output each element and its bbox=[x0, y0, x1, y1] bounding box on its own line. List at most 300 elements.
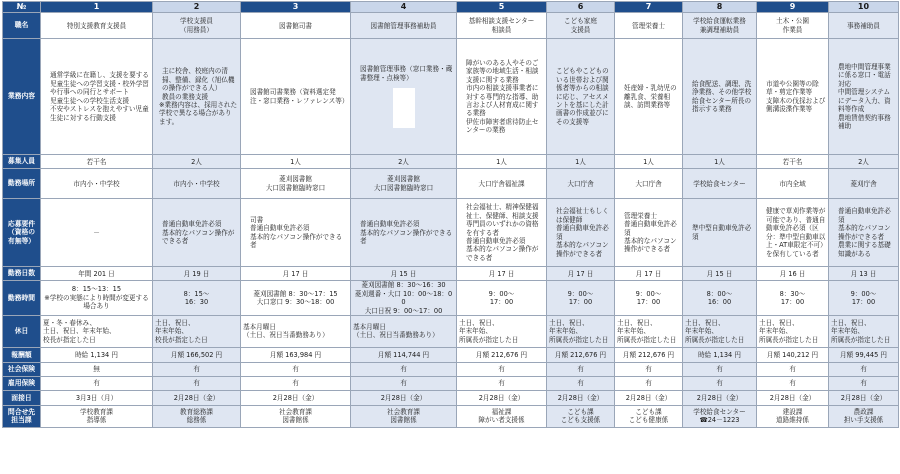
reqs-item: • 農業に関する基礎知識がある bbox=[838, 241, 896, 258]
cell-count bbox=[153, 155, 241, 169]
cell-pay bbox=[683, 347, 757, 362]
reqs-item: • 普通自動車免許必須 bbox=[466, 237, 544, 245]
job-text: 図書館管理事務補助員 bbox=[370, 21, 437, 30]
cell-reqs bbox=[153, 199, 241, 267]
cell-count bbox=[683, 155, 757, 169]
place-text: 市内小・中学校 bbox=[73, 179, 120, 188]
contact-line: ☎24－1223 bbox=[699, 416, 740, 425]
hours-line: 大口窓口 9：30～18：00 bbox=[256, 298, 335, 307]
row-header-duties bbox=[3, 39, 41, 155]
place-line: 菱刈図書館 bbox=[387, 175, 420, 184]
column-number-text: 2 bbox=[193, 2, 200, 11]
holidays-line: 所属長が指定した日 bbox=[617, 335, 677, 344]
cell-holidays bbox=[41, 315, 153, 347]
holidays-line: 年末年始、 bbox=[155, 327, 188, 336]
cell-employment-insurance bbox=[153, 376, 241, 390]
count-text: 2人 bbox=[191, 157, 202, 166]
job-line: 基幹相談支援センター bbox=[468, 17, 535, 26]
row-header-pay bbox=[3, 347, 41, 362]
row-header-line: 募集人員 bbox=[7, 157, 36, 166]
requirements-none: － bbox=[93, 228, 100, 237]
contact-line: 道路維持係 bbox=[776, 416, 809, 425]
contact-line: 総務係 bbox=[186, 416, 207, 425]
row-header-line: 面接日 bbox=[11, 393, 32, 402]
row-header-line: （資格の bbox=[7, 228, 36, 237]
contact-line: 福祉課 bbox=[491, 408, 512, 417]
interview-text: 2月28日（金） bbox=[173, 393, 220, 402]
row-header-contact bbox=[3, 405, 41, 427]
duties-item: • 教員の業務支援 bbox=[162, 93, 238, 101]
cell-days bbox=[457, 267, 547, 281]
cell-job bbox=[683, 13, 757, 39]
employment_insurance-text: 有 bbox=[716, 379, 723, 388]
row-days bbox=[3, 267, 899, 281]
cell-social-insurance bbox=[829, 362, 899, 376]
place-text: 市内小・中学校 bbox=[173, 179, 220, 188]
reqs-item: • 基本的なパソコン操作ができる者 bbox=[624, 237, 680, 254]
row-header-line: 問合せ先 bbox=[7, 407, 36, 416]
holidays-line: 土日、祝日、 bbox=[831, 318, 871, 327]
contact-line: こども課 bbox=[567, 408, 594, 417]
job-line: 土木・公園 bbox=[776, 17, 809, 26]
contact-line: 担い手支援係 bbox=[843, 416, 884, 425]
duties-item: • 農地賃借契約事務補助 bbox=[838, 114, 896, 131]
cell-duties bbox=[457, 39, 547, 155]
cell-holidays bbox=[683, 315, 757, 347]
contact-line: 建設課 bbox=[782, 408, 803, 417]
interview-text: 2月28日（金） bbox=[557, 393, 604, 402]
contact-line: 図書館係 bbox=[390, 416, 417, 425]
cell-employment-insurance bbox=[683, 376, 757, 390]
cell-count bbox=[547, 155, 615, 169]
duties-list bbox=[685, 80, 754, 114]
duties-item: • 支障木の伐採および側溝浚渫作業等 bbox=[766, 97, 826, 114]
interview-text: 2月28日（金） bbox=[625, 393, 672, 402]
holidays-line: 土日、祝日、年末年始、 bbox=[43, 327, 116, 336]
cell-job bbox=[41, 13, 153, 39]
reqs-item: • 社会福祉士、精神保健福祉士、保健師、相談支援専門員のいずれかの資格を有する者 bbox=[466, 203, 544, 237]
cell-duties bbox=[153, 39, 241, 155]
row-no bbox=[3, 2, 899, 13]
pay-text: 時給 1,134 円 bbox=[698, 350, 741, 359]
place-text: 学校給食センター bbox=[693, 179, 746, 188]
cell-days bbox=[683, 267, 757, 281]
column-number-text: 8 bbox=[716, 2, 723, 11]
cell-social-insurance bbox=[241, 362, 351, 376]
cell-hours bbox=[41, 281, 153, 316]
cell-holidays bbox=[547, 315, 615, 347]
cell-count bbox=[241, 155, 351, 169]
reqs-list bbox=[759, 207, 826, 258]
social_insurance-text: 有 bbox=[860, 365, 867, 374]
row-pay bbox=[3, 347, 899, 362]
cell-duties bbox=[547, 39, 615, 155]
cell-holidays bbox=[241, 315, 351, 347]
social_insurance-text: 有 bbox=[292, 365, 299, 374]
cell-count bbox=[351, 155, 457, 169]
cell-interview bbox=[41, 390, 153, 405]
count-text: 1人 bbox=[290, 157, 301, 166]
row-count bbox=[3, 155, 899, 169]
cell-employment-insurance bbox=[351, 376, 457, 390]
column-number bbox=[615, 2, 683, 13]
cell-interview bbox=[153, 390, 241, 405]
cell-count bbox=[457, 155, 547, 169]
cell-days bbox=[615, 267, 683, 281]
holidays-line: 年末年始、 bbox=[549, 327, 582, 336]
cell-social-insurance bbox=[615, 362, 683, 376]
cell-place bbox=[683, 169, 757, 199]
column-number bbox=[41, 2, 153, 13]
row-header-days bbox=[3, 267, 41, 281]
holidays-line: 所属長が指定した日 bbox=[685, 335, 745, 344]
holidays-line: 土日、祝日、 bbox=[685, 318, 725, 327]
interview-text: 2月28日（金） bbox=[769, 393, 816, 402]
row-header-line: 雇用保険 bbox=[7, 379, 36, 388]
hours-line: 9：00～ bbox=[567, 289, 594, 298]
cell-count bbox=[829, 155, 899, 169]
holidays-line: 年末年始、 bbox=[759, 327, 792, 336]
cell-count bbox=[757, 155, 829, 169]
cell-job bbox=[351, 13, 457, 39]
column-number bbox=[351, 2, 457, 13]
duties-item: • 障がいのある人やそのご家族等の地域生活・相談支援に関する業務 bbox=[466, 59, 544, 84]
social_insurance-text: 有 bbox=[789, 365, 796, 374]
cell-contact bbox=[615, 405, 683, 427]
column-number bbox=[457, 2, 547, 13]
days-text: 年間 201 日 bbox=[78, 269, 115, 278]
row-interview bbox=[3, 390, 899, 405]
contact-line: こども課 bbox=[635, 408, 662, 417]
contact-line: こども健康係 bbox=[628, 416, 669, 425]
contact-line: 図書館係 bbox=[282, 416, 309, 425]
row-header-place bbox=[3, 169, 41, 199]
column-number-text: 4 bbox=[400, 2, 407, 11]
count-text: 若干名 bbox=[782, 157, 803, 166]
column-number-text: 7 bbox=[645, 2, 652, 11]
pay-text: 月額 140,212 円 bbox=[766, 350, 819, 359]
cell-place bbox=[457, 169, 547, 199]
days-text: 月 16 日 bbox=[779, 269, 806, 278]
row-header-no bbox=[3, 2, 41, 13]
pay-text: 月額 212,676 円 bbox=[622, 350, 675, 359]
duties-note: ※業務内容は、採用された学校で異なる場合があります。 bbox=[159, 100, 238, 126]
hours-line: ※学校の実態により時間が変更する場合あり bbox=[44, 293, 149, 311]
hours-line: 菱刈図書館 8：30～17：15 bbox=[253, 289, 338, 298]
interview-text: 2月28日（金） bbox=[380, 393, 427, 402]
place-line: 大口図書館臨時窓口 bbox=[265, 183, 326, 192]
social_insurance-text: 有 bbox=[193, 365, 200, 374]
place-text: 大口庁舎 bbox=[567, 179, 594, 188]
cell-place bbox=[351, 169, 457, 199]
cell-interview bbox=[351, 390, 457, 405]
hours-line: 16：00 bbox=[707, 298, 732, 307]
cell-hours bbox=[241, 281, 351, 316]
job-line: 作業員 bbox=[782, 25, 803, 34]
cell-days bbox=[351, 267, 457, 281]
job-line: 支援員 bbox=[570, 25, 591, 34]
holidays-line: 土日、祝日、 bbox=[549, 318, 589, 327]
row-employment-insurance bbox=[3, 376, 899, 390]
cell-interview bbox=[615, 390, 683, 405]
cell-social-insurance bbox=[683, 362, 757, 376]
row-hours bbox=[3, 281, 899, 316]
contact-line: 障がい者支援係 bbox=[478, 416, 525, 425]
contact-line: 学校給食センター bbox=[693, 408, 746, 417]
column-number-text: 1 bbox=[93, 2, 100, 11]
cell-employment-insurance bbox=[547, 376, 615, 390]
cell-social-insurance bbox=[457, 362, 547, 376]
cell-holidays bbox=[153, 315, 241, 347]
cell-employment-insurance bbox=[241, 376, 351, 390]
hours-line: 17：00 bbox=[568, 298, 593, 307]
cell-holidays bbox=[615, 315, 683, 347]
interview-text: 2月28日（金） bbox=[840, 393, 887, 402]
cell-job bbox=[241, 13, 351, 39]
pay-text: 時給 1,134 円 bbox=[75, 350, 118, 359]
duties-list bbox=[43, 71, 150, 122]
contact-line: こども支援係 bbox=[560, 416, 601, 425]
cell-reqs bbox=[547, 199, 615, 267]
duties-item: • 給食配送、調理、洗浄業務、その他学校給食センター所長の指示する業務 bbox=[692, 80, 754, 114]
duties-list bbox=[617, 84, 680, 109]
cell-place bbox=[547, 169, 615, 199]
reqs-item: • 健康で草刈作業等が可能であり、普通自動車免許必須（区分：準中型自動車以上・AT車限定不可）を保有している者 bbox=[766, 207, 826, 258]
reqs-list bbox=[549, 207, 612, 258]
row-header-line: 休日 bbox=[14, 327, 29, 336]
place-text: 菱刈庁舎 bbox=[850, 179, 877, 188]
row-place bbox=[3, 169, 899, 199]
interview-text: 2月28日（金） bbox=[696, 393, 743, 402]
duties-item: • 図書館管理事務（窓口業務・蔵書整理・点検等） bbox=[360, 65, 454, 82]
reqs-item: • 管理栄養士 bbox=[624, 212, 680, 220]
job-listings-table bbox=[2, 1, 899, 428]
social_insurance-text: 有 bbox=[577, 365, 584, 374]
column-number bbox=[153, 2, 241, 13]
pay-text: 月額 99,445 円 bbox=[839, 350, 888, 359]
duties-item: • 主に校舎、校庭内の清掃、整備、録化（旭仏機の操作ができる人） bbox=[162, 67, 238, 92]
cell-pay bbox=[457, 347, 547, 362]
pay-text: 月額 212,676 円 bbox=[475, 350, 528, 359]
row-header-job bbox=[3, 13, 41, 39]
place-text: 市内全域 bbox=[779, 179, 806, 188]
cell-duties bbox=[757, 39, 829, 155]
cell-hours bbox=[153, 281, 241, 316]
row-reqs bbox=[3, 199, 899, 267]
duties-list bbox=[459, 59, 544, 135]
holidays-line: （土日、祝日当番勤務あり） bbox=[353, 331, 439, 340]
row-header-line: 職名 bbox=[14, 21, 29, 30]
reqs-item: • 普通自動車免許必須 bbox=[250, 224, 348, 232]
cell-holidays bbox=[457, 315, 547, 347]
cell-place bbox=[829, 169, 899, 199]
holidays-line: 土日、祝日、 bbox=[759, 318, 799, 327]
cell-hours bbox=[829, 281, 899, 316]
hours-line: 17：00 bbox=[636, 298, 661, 307]
days-text: 月 17 日 bbox=[282, 269, 309, 278]
hours-line: 8：15～13：15 bbox=[71, 285, 122, 294]
cell-reqs bbox=[615, 199, 683, 267]
reqs-list bbox=[617, 212, 680, 254]
duties-list bbox=[831, 63, 896, 131]
contact-line: 教育総務課 bbox=[180, 408, 213, 417]
days-text: 月 15 日 bbox=[706, 269, 733, 278]
column-number bbox=[683, 2, 757, 13]
cell-job bbox=[829, 13, 899, 39]
holidays-line: 所属長が指定した日 bbox=[459, 335, 519, 344]
holidays-line: 基本月曜日 bbox=[243, 323, 276, 332]
cell-reqs bbox=[757, 199, 829, 267]
cell-social-insurance bbox=[351, 362, 457, 376]
row-header-line: 勤務時間 bbox=[7, 293, 36, 302]
row-contact bbox=[3, 405, 899, 427]
employment_insurance-text: 有 bbox=[577, 379, 584, 388]
row-header-hours bbox=[3, 281, 41, 316]
cell-pay bbox=[829, 347, 899, 362]
place-text: 大口庁舎福祉課 bbox=[478, 179, 525, 188]
pay-text: 月額 166,502 円 bbox=[170, 350, 223, 359]
row-header-employment-insurance bbox=[3, 376, 41, 390]
employment_insurance-text: 有 bbox=[193, 379, 200, 388]
duties-item: • 市内の相談支援事業者に対する専門的な指導、助言および人材育成に関する業務 bbox=[466, 84, 544, 118]
row-holidays bbox=[3, 315, 899, 347]
cell-pay bbox=[757, 347, 829, 362]
duties-item: • 中間管理システムにデータ入力、資料等作成 bbox=[838, 88, 896, 113]
cell-contact bbox=[547, 405, 615, 427]
reqs-item: • 基本的なパソコン操作ができる者 bbox=[556, 241, 612, 258]
cell-duties bbox=[683, 39, 757, 155]
cell-employment-insurance bbox=[757, 376, 829, 390]
cell-duties bbox=[615, 39, 683, 155]
cell-pay bbox=[547, 347, 615, 362]
cell-duties bbox=[351, 39, 457, 155]
cell-job bbox=[153, 13, 241, 39]
job-line: 学校支援員 bbox=[180, 17, 213, 26]
social_insurance-text: 有 bbox=[498, 365, 505, 374]
reqs-list bbox=[685, 224, 754, 241]
days-text: 月 15 日 bbox=[390, 269, 417, 278]
reqs-item: • 準中型自動車免許必須 bbox=[692, 224, 754, 241]
employment_insurance-text: 有 bbox=[498, 379, 505, 388]
column-number-text: 6 bbox=[577, 2, 584, 11]
duties-item: • 市道や公園等の除草・剪定作業等 bbox=[766, 80, 826, 97]
duties-item: • 不安やストレスを抱えやすい児童生徒に対する行動支援 bbox=[50, 105, 150, 122]
pay-text: 月額 212,676 円 bbox=[554, 350, 607, 359]
column-number bbox=[829, 2, 899, 13]
cell-days bbox=[241, 267, 351, 281]
reqs-item: • 普通自動車免許必須 bbox=[162, 220, 238, 228]
cell-social-insurance bbox=[547, 362, 615, 376]
cell-job bbox=[547, 13, 615, 39]
hours-line: 菱刈週番・大口 10：00～18：00 bbox=[354, 289, 453, 307]
job-text: 管理栄養士 bbox=[632, 21, 665, 30]
cell-interview bbox=[241, 390, 351, 405]
column-number-text: 3 bbox=[292, 2, 299, 11]
row-header-line: 社会保険 bbox=[7, 365, 36, 374]
count-text: 1人 bbox=[643, 157, 654, 166]
cell-contact bbox=[829, 405, 899, 427]
contact-line: 指導係 bbox=[86, 416, 107, 425]
cell-place bbox=[241, 169, 351, 199]
employment_insurance-text: 有 bbox=[292, 379, 299, 388]
column-number-text: 5 bbox=[498, 2, 505, 11]
holidays-line: 所属長が指定した日 bbox=[759, 335, 819, 344]
social_insurance-text: 有 bbox=[716, 365, 723, 374]
job-line: こども家庭 bbox=[564, 17, 597, 26]
row-header-line: 報酬額 bbox=[11, 350, 32, 359]
holidays-line: 年末年始、 bbox=[831, 327, 864, 336]
row-header-count bbox=[3, 155, 41, 169]
holidays-line: 土日、祝日、 bbox=[155, 318, 195, 327]
interview-text: 2月28日（金） bbox=[478, 393, 525, 402]
cell-count bbox=[615, 155, 683, 169]
count-text: 1人 bbox=[575, 157, 586, 166]
duties-list bbox=[155, 67, 238, 101]
row-social-insurance bbox=[3, 362, 899, 376]
hours-line: 8：30～ bbox=[779, 289, 806, 298]
cell-hours bbox=[351, 281, 457, 316]
cell-duties bbox=[829, 39, 899, 155]
cell-pay bbox=[41, 347, 153, 362]
reqs-item: • 基本的なパソコン操作ができる者 bbox=[838, 224, 896, 241]
reqs-item: • 基本的なパソコン操作ができる者 bbox=[162, 229, 238, 246]
holidays-line: 年末年始、 bbox=[459, 327, 492, 336]
hours-line: 17：00 bbox=[851, 298, 876, 307]
job-line: 相談員 bbox=[491, 25, 512, 34]
place-line: 大口図書館臨時窓口 bbox=[373, 183, 434, 192]
duties-item: • 農地中間管理事業に係る窓口・電話対応 bbox=[838, 63, 896, 88]
column-number-text: 9 bbox=[789, 2, 796, 11]
row-header-line: 勤務日数 bbox=[7, 269, 36, 278]
duties-item: • 通常学級に在籍し、支援を要する児童生徒への学習支援・校外学習や行事への同行とサポート bbox=[50, 71, 150, 96]
duties-item: • こどもやこどものいる世帯および関係者等からの相談に応じ、アセスメントを基にした計画書の作成並びにその支援等 bbox=[556, 67, 612, 126]
contact-line: 社会教育課 bbox=[279, 408, 312, 417]
cell-place bbox=[153, 169, 241, 199]
holidays-line: 土日、祝日、 bbox=[617, 318, 657, 327]
cell-holidays bbox=[757, 315, 829, 347]
hours-line: 大口日祝 9：00～17：00 bbox=[364, 306, 443, 315]
row-header-line: 応募要件 bbox=[7, 219, 36, 228]
cell-job bbox=[757, 13, 829, 39]
cell-social-insurance bbox=[153, 362, 241, 376]
holidays-line: 所属長が指定した日 bbox=[831, 335, 891, 344]
row-header-line: 勤務場所 bbox=[7, 179, 36, 188]
reqs-item: • 基本的なパソコン操作ができる者 bbox=[360, 229, 454, 246]
cell-pay bbox=[615, 347, 683, 362]
row-header-holidays bbox=[3, 315, 41, 347]
social_insurance-text: 無 bbox=[93, 365, 100, 374]
cell-count bbox=[41, 155, 153, 169]
duties-item: • 図書館司書業務（資料選定発注・窓口業務・レファレンス等） bbox=[250, 88, 348, 105]
reqs-list bbox=[831, 207, 896, 258]
cell-reqs bbox=[457, 199, 547, 267]
column-number bbox=[757, 2, 829, 13]
cell-contact bbox=[153, 405, 241, 427]
cell-place bbox=[757, 169, 829, 199]
cell-place bbox=[41, 169, 153, 199]
cell-days bbox=[41, 267, 153, 281]
column-number bbox=[547, 2, 615, 13]
cell-reqs bbox=[41, 199, 153, 267]
job-text: 事務補助員 bbox=[847, 21, 880, 30]
social_insurance-text: 有 bbox=[400, 365, 407, 374]
duties-item: • 妊産婦・乳幼児の離乳食、栄養相談、訪問業務等 bbox=[624, 84, 680, 109]
row-header-line: № bbox=[16, 2, 27, 11]
job-line: 兼調理補助員 bbox=[699, 25, 740, 34]
reqs-item: • 司書 bbox=[250, 216, 348, 224]
blank-area bbox=[393, 88, 415, 128]
pay-text: 月額 163,984 円 bbox=[269, 350, 322, 359]
